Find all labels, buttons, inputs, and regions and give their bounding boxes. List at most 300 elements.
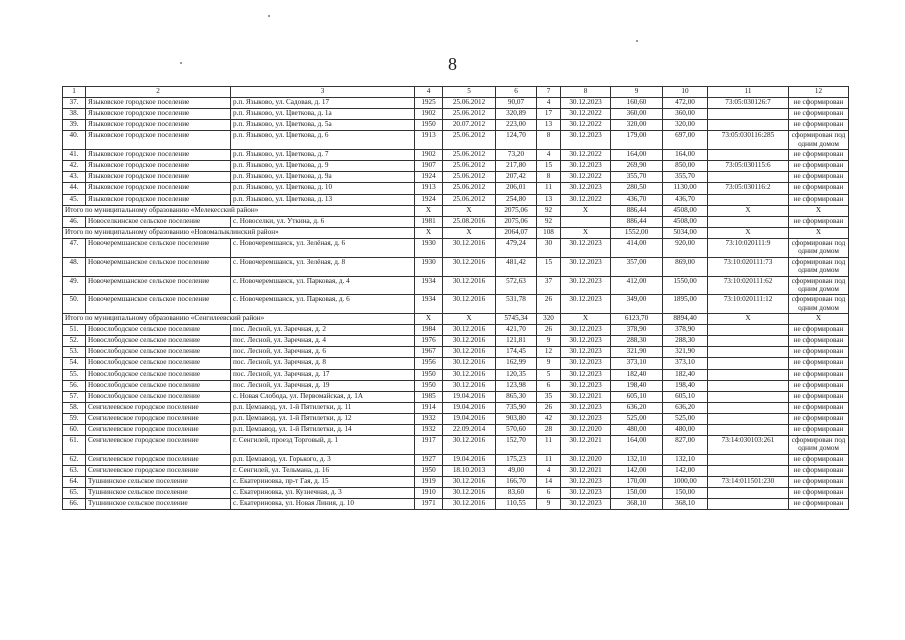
row-number: 44. bbox=[63, 183, 86, 194]
residents-cell: 35 bbox=[537, 391, 561, 402]
value-cell: 360,00 bbox=[611, 109, 663, 120]
year-cell: 1924 bbox=[415, 194, 443, 205]
value-cell: 436,70 bbox=[611, 194, 663, 205]
area-cell: 207,42 bbox=[496, 172, 537, 183]
row-number: 65. bbox=[63, 488, 86, 499]
settlement-cell: Сенгилеевское городское поселение bbox=[86, 466, 231, 477]
deadline-cell: 30.12.2021 bbox=[561, 436, 611, 455]
residents-cell: 11 bbox=[537, 436, 561, 455]
value-cell: 355,70 bbox=[663, 172, 708, 183]
subtotal-row bbox=[63, 314, 849, 325]
deadline-cell: 30.12.2023 bbox=[561, 98, 611, 109]
value-cell: 198,40 bbox=[663, 380, 708, 391]
area-cell: 121,81 bbox=[496, 336, 537, 347]
deadline-cell: 30.12.2023 bbox=[561, 257, 611, 276]
header-cell: 12 bbox=[789, 87, 849, 98]
table-row bbox=[63, 257, 849, 276]
subtotal-status-cell: Х bbox=[789, 205, 849, 216]
deadline-cell: 30.12.2023 bbox=[561, 336, 611, 347]
year-cell: 1950 bbox=[415, 466, 443, 477]
subtotal-deadline-cell: Х bbox=[561, 205, 611, 216]
settlement-cell: Новослободское сельское поселение bbox=[86, 347, 231, 358]
year-cell: 1971 bbox=[415, 499, 443, 510]
cadastre-cell bbox=[708, 369, 789, 380]
date-cell: 30.12.2016 bbox=[443, 488, 496, 499]
date-cell: 25.06.2012 bbox=[443, 109, 496, 120]
status-cell: не сформирован bbox=[789, 466, 849, 477]
subtotal-date-cell: Х bbox=[443, 227, 496, 238]
date-cell: 19.04.2016 bbox=[443, 454, 496, 465]
status-cell: не сформирован bbox=[789, 402, 849, 413]
deadline-cell: 30.12.2023 bbox=[561, 161, 611, 172]
status-cell: не сформирован bbox=[789, 499, 849, 510]
row-number: 53. bbox=[63, 347, 86, 358]
deadline-cell: 30.12.2020 bbox=[561, 425, 611, 436]
value-cell: 368,10 bbox=[611, 499, 663, 510]
date-cell: 25.06.2012 bbox=[443, 183, 496, 194]
residents-cell: 15 bbox=[537, 257, 561, 276]
value-cell: 1000,00 bbox=[663, 477, 708, 488]
deadline-cell: 30.12.2023 bbox=[561, 238, 611, 257]
value-cell: 349,00 bbox=[611, 295, 663, 314]
value-cell: 1550,00 bbox=[663, 276, 708, 295]
area-cell: 120,35 bbox=[496, 369, 537, 380]
row-number: 38. bbox=[63, 109, 86, 120]
value-cell: 412,00 bbox=[611, 276, 663, 295]
date-cell: 30.12.2016 bbox=[443, 336, 496, 347]
subtotal-label: Итого по муниципальному образованию «Сенгилеевский район» bbox=[63, 314, 415, 325]
area-cell: 572,63 bbox=[496, 276, 537, 295]
deadline-cell: 30.12.2023 bbox=[561, 477, 611, 488]
cadastre-cell bbox=[708, 402, 789, 413]
status-cell: не сформирован bbox=[789, 488, 849, 499]
value-cell: 150,00 bbox=[611, 488, 663, 499]
area-cell: 124,70 bbox=[496, 131, 537, 150]
year-cell: 1924 bbox=[415, 172, 443, 183]
value-cell: 605,10 bbox=[663, 391, 708, 402]
year-cell: 1919 bbox=[415, 477, 443, 488]
date-cell: 30.12.2016 bbox=[443, 436, 496, 455]
subtotal-area-cell: 2064,07 bbox=[496, 227, 537, 238]
date-cell: 25.06.2012 bbox=[443, 161, 496, 172]
area-cell: 49,00 bbox=[496, 466, 537, 477]
address-cell: р.п. Цемзавод, ул. 1-й Пятилетки, д. 11 bbox=[231, 402, 415, 413]
year-cell: 1917 bbox=[415, 436, 443, 455]
area-cell: 174,45 bbox=[496, 347, 537, 358]
deadline-cell: 30.12.2023 bbox=[561, 347, 611, 358]
status-cell: не сформирован bbox=[789, 216, 849, 227]
status-cell: не сформирован bbox=[789, 347, 849, 358]
status-cell: не сформирован bbox=[789, 454, 849, 465]
deadline-cell: 30.12.2023 bbox=[561, 325, 611, 336]
value-cell: 636,20 bbox=[663, 402, 708, 413]
residents-cell: 9 bbox=[537, 336, 561, 347]
column-number-row bbox=[63, 87, 849, 98]
table-row bbox=[63, 194, 849, 205]
settlement-cell: Сенгилеевское городское поселение bbox=[86, 454, 231, 465]
address-cell: р.п. Языково, ул. Цветкова, д. 7 bbox=[231, 150, 415, 161]
residents-cell: 9 bbox=[537, 499, 561, 510]
value-cell: 920,00 bbox=[663, 238, 708, 257]
row-number: 37. bbox=[63, 98, 86, 109]
year-cell: 1925 bbox=[415, 98, 443, 109]
cadastre-cell bbox=[708, 109, 789, 120]
year-cell: 1907 bbox=[415, 161, 443, 172]
table-row bbox=[63, 120, 849, 131]
address-cell: пос. Лесной, ул. Заречная, д. 4 bbox=[231, 336, 415, 347]
address-cell: с. Новочеремшанск, ул. Зелёная, д. 8 bbox=[231, 257, 415, 276]
row-number: 63. bbox=[63, 466, 86, 477]
subtotal-people-cell: 320 bbox=[537, 314, 561, 325]
deadline-cell: 30.12.2022 bbox=[561, 150, 611, 161]
residents-cell: 8 bbox=[537, 131, 561, 150]
residents-cell: 26 bbox=[537, 402, 561, 413]
status-cell: не сформирован bbox=[789, 325, 849, 336]
value-cell: 472,00 bbox=[663, 98, 708, 109]
residents-cell: 9 bbox=[537, 358, 561, 369]
settlement-cell: Новочеремшанское сельское поселение bbox=[86, 238, 231, 257]
year-cell: 1932 bbox=[415, 413, 443, 424]
subtotal-area-cell: 2075,06 bbox=[496, 205, 537, 216]
value-cell: 269,90 bbox=[611, 161, 663, 172]
scan-speck bbox=[180, 62, 182, 64]
settlement-cell: Языковское городское поселение bbox=[86, 194, 231, 205]
table-row bbox=[63, 161, 849, 172]
cadastre-cell bbox=[708, 347, 789, 358]
address-cell: р.п. Языково, ул. Цветкова, д. 6 bbox=[231, 131, 415, 150]
area-cell: 73,20 bbox=[496, 150, 537, 161]
subtotal-cadastre-cell: Х bbox=[708, 205, 789, 216]
address-cell: пос. Лесной, ул. Заречная, д. 2 bbox=[231, 325, 415, 336]
year-cell: 1927 bbox=[415, 454, 443, 465]
value-cell: 160,60 bbox=[611, 98, 663, 109]
row-number: 61. bbox=[63, 436, 86, 455]
subtotal-label: Итого по муниципальному образованию «Мелекесский район» bbox=[63, 205, 415, 216]
status-cell: не сформирован bbox=[789, 391, 849, 402]
residents-cell: 28 bbox=[537, 425, 561, 436]
row-number: 66. bbox=[63, 499, 86, 510]
value-cell: 480,00 bbox=[611, 425, 663, 436]
subtotal-label: Итого по муниципальному образованию «Новомалыклинский район» bbox=[63, 227, 415, 238]
date-cell: 19.04.2016 bbox=[443, 391, 496, 402]
date-cell: 30.12.2016 bbox=[443, 257, 496, 276]
address-cell: пос. Лесной, ул. Заречная, д. 6 bbox=[231, 347, 415, 358]
settlement-cell: Новочеремшанское сельское поселение bbox=[86, 295, 231, 314]
table-row bbox=[63, 436, 849, 455]
status-cell: не сформирован bbox=[789, 477, 849, 488]
deadline-cell: 30.12.2023 bbox=[561, 380, 611, 391]
row-number: 52. bbox=[63, 336, 86, 347]
table-row bbox=[63, 425, 849, 436]
subtotal-cadastre-cell: Х bbox=[708, 227, 789, 238]
deadline-cell: 30.12.2022 bbox=[561, 194, 611, 205]
residents-cell: 26 bbox=[537, 325, 561, 336]
residents-cell: 6 bbox=[537, 380, 561, 391]
status-cell: не сформирован bbox=[789, 194, 849, 205]
header-cell: 4 bbox=[415, 87, 443, 98]
scan-speck bbox=[268, 15, 270, 17]
year-cell: 1956 bbox=[415, 358, 443, 369]
residents-cell: 92 bbox=[537, 216, 561, 227]
subtotal-date-cell: Х bbox=[443, 314, 496, 325]
area-cell: 865,30 bbox=[496, 391, 537, 402]
cadastre-cell: 73:10:020111:62 bbox=[708, 276, 789, 295]
settlement-cell: Языковское городское поселение bbox=[86, 109, 231, 120]
date-cell: 30.12.2016 bbox=[443, 380, 496, 391]
subtotal-c9-cell: 1552,00 bbox=[611, 227, 663, 238]
deadline-cell: 30.12.2023 bbox=[561, 276, 611, 295]
status-cell: не сформирован bbox=[789, 380, 849, 391]
settlement-cell: Тушнинское сельское поселение bbox=[86, 499, 231, 510]
residents-cell: 5 bbox=[537, 369, 561, 380]
address-cell: с. Новочеремшанск, ул. Парковая, д. 6 bbox=[231, 295, 415, 314]
cadastre-cell: 73:05:030126:7 bbox=[708, 98, 789, 109]
cadastre-cell: 73:05:030116:285 bbox=[708, 131, 789, 150]
header-cell: 11 bbox=[708, 87, 789, 98]
cadastre-cell: 73:10:020111:9 bbox=[708, 238, 789, 257]
value-cell: 525,00 bbox=[663, 413, 708, 424]
area-cell: 320,89 bbox=[496, 109, 537, 120]
cadastre-cell bbox=[708, 325, 789, 336]
value-cell: 850,00 bbox=[663, 161, 708, 172]
header-cell: 5 bbox=[443, 87, 496, 98]
residents-cell: 26 bbox=[537, 295, 561, 314]
status-cell: сформирован под одним домом bbox=[789, 131, 849, 150]
settlement-cell: Новослободское сельское поселение bbox=[86, 380, 231, 391]
value-cell: 373,10 bbox=[663, 358, 708, 369]
date-cell: 25.06.2012 bbox=[443, 172, 496, 183]
value-cell: 1130,00 bbox=[663, 183, 708, 194]
deadline-cell: 30.12.2022 bbox=[561, 120, 611, 131]
value-cell: 288,30 bbox=[663, 336, 708, 347]
subtotal-year-cell: Х bbox=[415, 314, 443, 325]
cadastre-cell bbox=[708, 336, 789, 347]
value-cell: 321,90 bbox=[663, 347, 708, 358]
settlement-cell: Тушнинское сельское поселение bbox=[86, 488, 231, 499]
area-cell: 83,60 bbox=[496, 488, 537, 499]
row-number: 57. bbox=[63, 391, 86, 402]
header-cell: 8 bbox=[561, 87, 611, 98]
value-cell: 164,00 bbox=[611, 436, 663, 455]
cadastre-cell: 73:14:011501:230 bbox=[708, 477, 789, 488]
residents-cell: 37 bbox=[537, 276, 561, 295]
address-cell: р.п. Языково, ул. Садовая, д. 17 bbox=[231, 98, 415, 109]
address-cell: с. Новоселки, ул. Уткина, д. 6 bbox=[231, 216, 415, 227]
area-cell: 123,98 bbox=[496, 380, 537, 391]
cadastre-cell bbox=[708, 413, 789, 424]
row-number: 47. bbox=[63, 238, 86, 257]
address-cell: р.п. Цемзавод, ул. 1-й Пятилетки, д. 14 bbox=[231, 425, 415, 436]
header-cell: 2 bbox=[86, 87, 231, 98]
residents-cell: 11 bbox=[537, 183, 561, 194]
date-cell: 30.12.2016 bbox=[443, 238, 496, 257]
date-cell: 19.04.2016 bbox=[443, 402, 496, 413]
status-cell: не сформирован bbox=[789, 183, 849, 194]
cadastre-cell bbox=[708, 150, 789, 161]
value-cell: 179,00 bbox=[611, 131, 663, 150]
row-number: 62. bbox=[63, 454, 86, 465]
settlement-cell: Новослободское сельское поселение bbox=[86, 369, 231, 380]
deadline-cell: 30.12.2023 bbox=[561, 183, 611, 194]
address-cell: с. Новочеремшанск, ул. Зелёная, д. 6 bbox=[231, 238, 415, 257]
address-cell: р.п. Языково, ул. Цветкова, д. 9а bbox=[231, 172, 415, 183]
year-cell: 1902 bbox=[415, 109, 443, 120]
value-cell: 373,10 bbox=[611, 358, 663, 369]
settlement-cell: Новослободское сельское поселение bbox=[86, 391, 231, 402]
value-cell: 150,00 bbox=[663, 488, 708, 499]
value-cell: 198,40 bbox=[611, 380, 663, 391]
address-cell: р.п. Цемзавод, ул. Горького, д. 3 bbox=[231, 454, 415, 465]
date-cell: 30.12.2016 bbox=[443, 347, 496, 358]
row-number: 41. bbox=[63, 150, 86, 161]
row-number: 50. bbox=[63, 295, 86, 314]
settlement-cell: Новослободское сельское поселение bbox=[86, 325, 231, 336]
table-row bbox=[63, 466, 849, 477]
deadline-cell: 30.12.2023 bbox=[561, 295, 611, 314]
year-cell: 1913 bbox=[415, 131, 443, 150]
subtotal-row bbox=[63, 205, 849, 216]
cadastre-cell bbox=[708, 488, 789, 499]
table-row bbox=[63, 295, 849, 314]
settlement-cell: Языковское городское поселение bbox=[86, 131, 231, 150]
value-cell: 480,00 bbox=[663, 425, 708, 436]
deadline-cell: 30.12.2023 bbox=[561, 499, 611, 510]
table-row bbox=[63, 454, 849, 465]
settlement-cell: Языковское городское поселение bbox=[86, 183, 231, 194]
settlement-cell: Тушнинское сельское поселение bbox=[86, 477, 231, 488]
value-cell: 378,90 bbox=[663, 325, 708, 336]
residents-cell: 42 bbox=[537, 413, 561, 424]
value-cell: 170,00 bbox=[611, 477, 663, 488]
row-number: 55. bbox=[63, 369, 86, 380]
row-number: 56. bbox=[63, 380, 86, 391]
table-row bbox=[63, 325, 849, 336]
cadastre-cell bbox=[708, 194, 789, 205]
address-cell: р.п. Цемзавод, ул. 1-й Пятилетки, д. 12 bbox=[231, 413, 415, 424]
deadline-cell: 30.12.2022 bbox=[561, 172, 611, 183]
subtotal-date-cell: Х bbox=[443, 205, 496, 216]
cadastre-cell bbox=[708, 172, 789, 183]
row-number: 42. bbox=[63, 161, 86, 172]
area-cell: 162,99 bbox=[496, 358, 537, 369]
value-cell: 436,70 bbox=[663, 194, 708, 205]
status-cell: сформирован под одним домом bbox=[789, 238, 849, 257]
subtotal-people-cell: 92 bbox=[537, 205, 561, 216]
residents-cell: 30 bbox=[537, 238, 561, 257]
value-cell: 869,00 bbox=[663, 257, 708, 276]
header-cell: 3 bbox=[231, 87, 415, 98]
address-cell: р.п. Языково, ул. Цветкова, д. 1а bbox=[231, 109, 415, 120]
settlement-cell: Языковское городское поселение bbox=[86, 120, 231, 131]
date-cell: 25.06.2012 bbox=[443, 150, 496, 161]
residents-cell: 6 bbox=[537, 488, 561, 499]
table-row bbox=[63, 131, 849, 150]
value-cell: 414,00 bbox=[611, 238, 663, 257]
address-cell: с. Екатериновка, пр-т Гая, д. 15 bbox=[231, 477, 415, 488]
status-cell: не сформирован bbox=[789, 369, 849, 380]
area-cell: 570,60 bbox=[496, 425, 537, 436]
residents-cell: 17 bbox=[537, 109, 561, 120]
cadastre-cell bbox=[708, 499, 789, 510]
status-cell: не сформирован bbox=[789, 109, 849, 120]
row-number: 43. bbox=[63, 172, 86, 183]
year-cell: 1910 bbox=[415, 488, 443, 499]
value-cell: 1895,00 bbox=[663, 295, 708, 314]
settlement-cell: Сенгилеевское городское поселение bbox=[86, 402, 231, 413]
value-cell: 142,00 bbox=[663, 466, 708, 477]
table-row bbox=[63, 369, 849, 380]
table-row bbox=[63, 183, 849, 194]
cadastre-cell: 73:10:020111:12 bbox=[708, 295, 789, 314]
deadline-cell: 30.12.2023 bbox=[561, 488, 611, 499]
deadline-cell: 30.12.2023 bbox=[561, 413, 611, 424]
status-cell: не сформирован bbox=[789, 358, 849, 369]
residents-cell: 13 bbox=[537, 194, 561, 205]
settlement-cell: Новочеремшанское сельское поселение bbox=[86, 276, 231, 295]
value-cell: 357,00 bbox=[611, 257, 663, 276]
status-cell: не сформирован bbox=[789, 413, 849, 424]
settlement-cell: Новочеремшанское сельское поселение bbox=[86, 257, 231, 276]
value-cell: 321,90 bbox=[611, 347, 663, 358]
status-cell: сформирован под одним домом bbox=[789, 276, 849, 295]
address-cell: пос. Лесной, ул. Заречная, д. 8 bbox=[231, 358, 415, 369]
settlement-cell: Сенгилеевское городское поселение bbox=[86, 436, 231, 455]
value-cell: 320,00 bbox=[663, 120, 708, 131]
table-row bbox=[63, 98, 849, 109]
area-cell: 479,24 bbox=[496, 238, 537, 257]
subtotal-year-cell: Х bbox=[415, 205, 443, 216]
header-cell: 9 bbox=[611, 87, 663, 98]
address-cell: с. Новая Слобода, ул. Первомайская, д. 1А bbox=[231, 391, 415, 402]
deadline-cell bbox=[561, 216, 611, 227]
date-cell: 30.12.2016 bbox=[443, 369, 496, 380]
area-cell: 254,80 bbox=[496, 194, 537, 205]
header-cell: 6 bbox=[496, 87, 537, 98]
residents-cell: 14 bbox=[537, 477, 561, 488]
value-cell: 827,00 bbox=[663, 436, 708, 455]
date-cell: 25.08.2016 bbox=[443, 216, 496, 227]
value-cell: 355,70 bbox=[611, 172, 663, 183]
table-row bbox=[63, 391, 849, 402]
deadline-cell: 30.12.2021 bbox=[561, 391, 611, 402]
settlement-cell: Новослободское сельское поселение bbox=[86, 336, 231, 347]
value-cell: 182,40 bbox=[663, 369, 708, 380]
status-cell: не сформирован bbox=[789, 336, 849, 347]
row-number: 40. bbox=[63, 131, 86, 150]
date-cell: 25.06.2012 bbox=[443, 194, 496, 205]
year-cell: 1950 bbox=[415, 369, 443, 380]
row-number: 60. bbox=[63, 425, 86, 436]
cadastre-cell bbox=[708, 380, 789, 391]
table-row bbox=[63, 413, 849, 424]
address-cell: с. Новочеремшанск, ул. Парковая, д. 4 bbox=[231, 276, 415, 295]
date-cell: 20.07.2012 bbox=[443, 120, 496, 131]
year-cell: 1934 bbox=[415, 276, 443, 295]
value-cell: 697,00 bbox=[663, 131, 708, 150]
residents-cell: 4 bbox=[537, 98, 561, 109]
status-cell: не сформирован bbox=[789, 172, 849, 183]
deadline-cell: 30.12.2023 bbox=[561, 369, 611, 380]
year-cell: 1902 bbox=[415, 150, 443, 161]
year-cell: 1914 bbox=[415, 402, 443, 413]
value-cell: 368,10 bbox=[663, 499, 708, 510]
address-cell: г. Сенгилей, ул. Тельмана, д. 16 bbox=[231, 466, 415, 477]
table-row bbox=[63, 238, 849, 257]
deadline-cell: 30.12.2023 bbox=[561, 131, 611, 150]
table-row bbox=[63, 336, 849, 347]
settlement-cell: Новоселкинское сельское поселение bbox=[86, 216, 231, 227]
value-cell: 605,10 bbox=[611, 391, 663, 402]
